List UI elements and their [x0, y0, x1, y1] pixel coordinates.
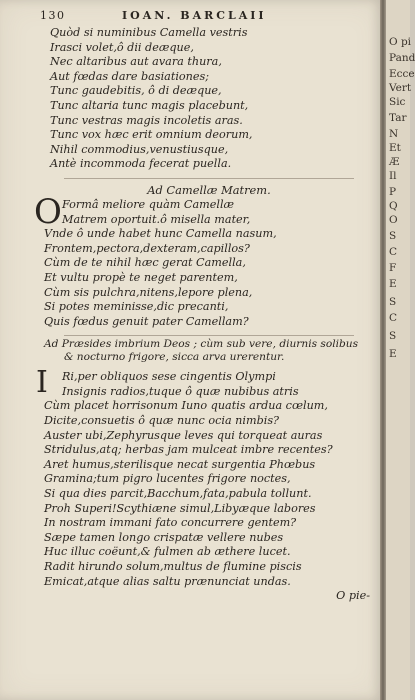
facing-page-fragment: C: [389, 312, 398, 324]
facing-page-fragment: C: [389, 246, 398, 258]
verse-line: Huc illuc coëunt,& fulmen ab æthere lucet.: [44, 545, 291, 559]
facing-page-fragment: Tar: [389, 112, 407, 124]
page-number: 130: [40, 9, 66, 22]
verse-line: Irasci volet,ô dii deæque,: [50, 40, 194, 54]
verse-line: Radit hirundo solum,multus de flumine piscis: [44, 560, 302, 573]
poem-title-ad-camellae-matrem: Ad Camellæ Matrem.: [147, 182, 271, 197]
verse-line: Ri,per obliquos sese cingentis Olympi: [62, 370, 276, 384]
verse-line: Quis fœdus genuit pater Camellam?: [44, 314, 249, 328]
facing-page-fragment: S: [389, 230, 397, 242]
facing-page-fragment: E: [389, 278, 397, 290]
verse-line: Quòd si numinibus Camella vestris: [50, 26, 248, 39]
verse-line: Aret humus,sterilisque necat surgentia Phœbus: [44, 457, 316, 471]
verse-line: Tunc vestras magis incoletis aras.: [50, 113, 243, 127]
facing-page-fragment: P: [389, 186, 397, 198]
poem-camella-end: [44, 26, 374, 172]
facing-page-edge: [386, 0, 415, 700]
facing-page-fragment: O: [389, 214, 398, 226]
verse-line: Formâ meliore quàm Camellæ: [62, 197, 235, 211]
facing-page-fragment: O pi: [389, 36, 412, 48]
verse-line: Antè incommoda fecerat puella.: [50, 157, 232, 171]
catchword: O pie-: [336, 589, 370, 603]
facing-page-fragment: Pand: [389, 52, 415, 64]
verse-line: Matrem oportuit.ô misella mater,: [62, 212, 251, 226]
facing-page-fragment: Sic: [389, 96, 406, 108]
facing-page-fragment: N: [389, 128, 399, 140]
verse-line: Tunc gaudebitis, ô di deæque,: [50, 84, 222, 98]
drop-cap-i: I: [36, 365, 48, 401]
verse-line: Nec altaribus aut avara thura,: [50, 55, 222, 69]
poem-title-ad-praesides-line1: Ad Præsides imbrium Deos ; cùm sub vere, diurnis solibus: [44, 338, 359, 351]
verse-line: Tunc vox hæc erit omnium deorum,: [50, 128, 253, 142]
verse-line: In nostram immani fato concurrere gentem?: [44, 516, 297, 530]
verse-line: Emicat,atque alias saltu prænunciat undas.: [44, 574, 291, 588]
verse-line: Tunc altaria tunc magis placebunt,: [50, 98, 249, 112]
verse-line: Sæpe tamen longo crispatæ vellere nubes: [44, 530, 284, 544]
section-rule: [64, 335, 354, 336]
verse-line: Nihil commodius,venustiusque,: [50, 142, 229, 156]
verse-line: Insignis radios,tuque ô quæ nubibus atris: [62, 384, 299, 398]
facing-page-fragment: Q: [389, 200, 398, 212]
verse-line: Si qua dies parcit,Bacchum,fata,pabula tollunt.: [44, 487, 312, 501]
verse-line: Stridulus,atq; herbas jam mulceat imbre recentes?: [44, 443, 333, 457]
section-rule: [64, 178, 354, 179]
drop-cap-o: O: [34, 191, 62, 232]
facing-page-fragment: S: [389, 330, 397, 342]
verse-line: Si potes meminisse,dic precanti,: [44, 300, 229, 314]
facing-page-fragment: Il: [389, 170, 397, 182]
verse-line: Aut fœdas dare basiationes;: [50, 69, 209, 83]
verse-line: Vnde ô unde habet hunc Camella nasum,: [44, 227, 277, 241]
facing-page-fragment: S: [389, 296, 397, 308]
verse-line: Gramina;tum pigro lucentes frigore noctes,: [44, 472, 291, 486]
running-head: IOAN. BARCLAII: [122, 9, 267, 22]
verse-line: Cùm placet horrisonum Iuno quatis ardua cœlum,: [44, 399, 328, 413]
page-text: [34, 26, 374, 604]
facing-page-fragment: F: [389, 262, 397, 274]
verse-line: Proh Superi!Scythiæne simul,Libyæque labores: [44, 501, 316, 515]
verse-line: Frontem,pectora,dexteram,capillos?: [44, 241, 250, 255]
poem-title-ad-praesides-line2: & nocturno frigore, sicca arva urerentur.: [64, 351, 285, 364]
page-header: [40, 9, 370, 25]
facing-page-fragment: Æ: [389, 156, 400, 168]
facing-page-fragment: Et: [389, 142, 401, 154]
verse-line: Auster ubi,Zephyrusque leves qui torqueat auras: [44, 428, 323, 442]
verse-line: Cùm sis pulchra,nitens,lepore plena,: [44, 285, 253, 299]
facing-page-fragment: E: [389, 348, 397, 360]
verse-line: Dicite,consuetis ô quæ nunc ocia nimbis?: [44, 414, 280, 428]
poem-ad-praesides: [36, 365, 374, 589]
poem-ad-camellae-matrem: [34, 191, 374, 329]
facing-page-fragment: Vert: [389, 82, 412, 94]
verse-line: Et vultu propè te neget parentem,: [44, 270, 238, 284]
facing-page-fragment: Ecce: [389, 68, 415, 80]
verse-line: Cùm de te nihil hæc gerat Camella,: [44, 256, 246, 270]
